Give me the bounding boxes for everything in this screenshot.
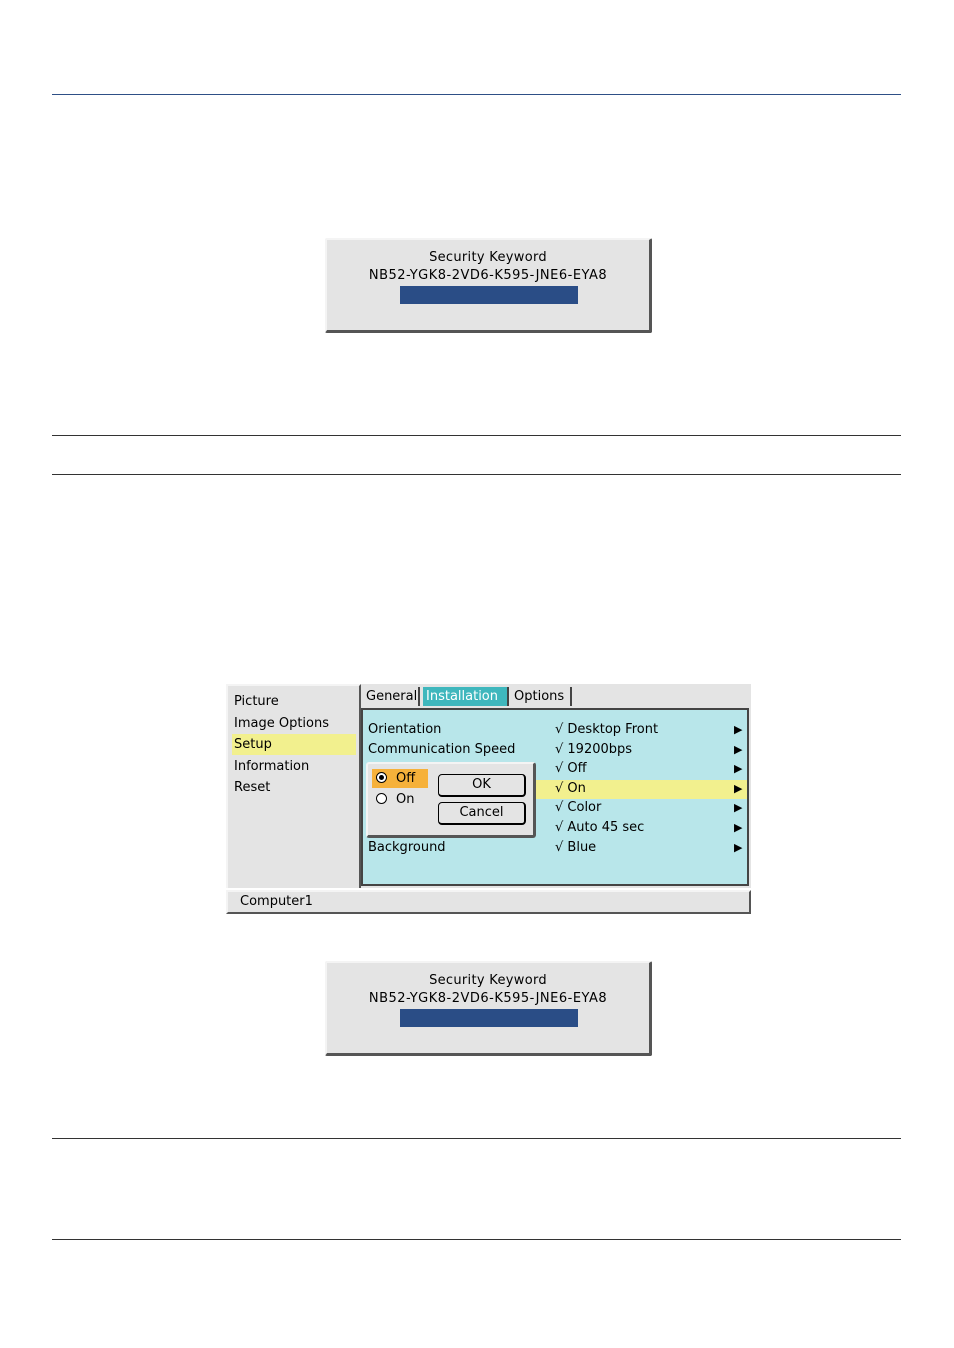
menu-item-setup[interactable]: Setup [232,734,356,755]
input-source-label: Computer1 [240,894,313,909]
menu-item-image-options[interactable]: Image Options [234,716,330,731]
menu-item-information[interactable]: Information [234,759,310,774]
radio-unselected-icon [376,793,387,804]
row-6-value[interactable]: √ Auto 45 sec [555,820,645,835]
tab-installation[interactable]: Installation [423,687,509,706]
orientation-label: Orientation [368,722,442,737]
communication-speed-label: Communication Speed [368,742,516,757]
security-keyword-code: NB52-YGK8-2VD6-K595-JNE6-EYA8 [368,268,608,283]
security-keyword-dialog [325,961,652,1056]
confirm-popup [366,762,536,838]
installation-panel [361,708,749,886]
radio-off-label: Off [396,771,416,786]
divider-4 [52,1239,901,1240]
arrow-right-icon: ▶ [734,782,743,795]
ok-button[interactable]: OK [438,774,526,797]
status-bar [226,890,751,914]
arrow-right-icon: ▶ [734,841,743,854]
divider-1 [52,435,901,436]
projector-menu [226,684,751,915]
menu-item-reset[interactable]: Reset [234,780,271,795]
menu-content [361,684,751,888]
radio-option-off[interactable] [372,769,428,788]
header-rule [52,94,901,95]
row-3-value[interactable]: √ Off [555,761,587,776]
divider-2 [52,474,901,475]
tab-general[interactable]: General [363,687,420,706]
communication-speed-value[interactable]: √ 19200bps [555,742,633,757]
orientation-value[interactable]: √ Desktop Front [555,722,659,737]
background-value[interactable]: √ Blue [555,840,597,855]
divider-3 [52,1138,901,1139]
background-label: Background [368,840,446,855]
tab-options[interactable]: Options [511,687,572,706]
arrow-right-icon: ▶ [734,762,743,775]
radio-selected-icon [376,772,387,783]
cancel-button[interactable]: Cancel [438,802,526,825]
radio-on-label: On [396,792,415,807]
security-keyword-code: NB52-YGK8-2VD6-K595-JNE6-EYA8 [368,991,608,1006]
dialog-title: Security Keyword [429,973,547,988]
arrow-right-icon: ▶ [734,743,743,756]
dialog-title: Security Keyword [429,250,547,265]
arrow-right-icon: ▶ [734,821,743,834]
arrow-right-icon: ▶ [734,801,743,814]
arrow-right-icon: ▶ [734,723,743,736]
keyword-input-field[interactable] [400,286,578,304]
row-4-value[interactable]: √ On [555,781,586,796]
radio-option-on[interactable] [372,790,428,809]
keyword-input-field[interactable] [400,1009,578,1027]
row-5-value[interactable]: √ Color [555,800,602,815]
menu-item-picture[interactable]: Picture [234,694,279,709]
security-keyword-dialog [325,238,652,333]
menu-sidebar [226,684,361,888]
